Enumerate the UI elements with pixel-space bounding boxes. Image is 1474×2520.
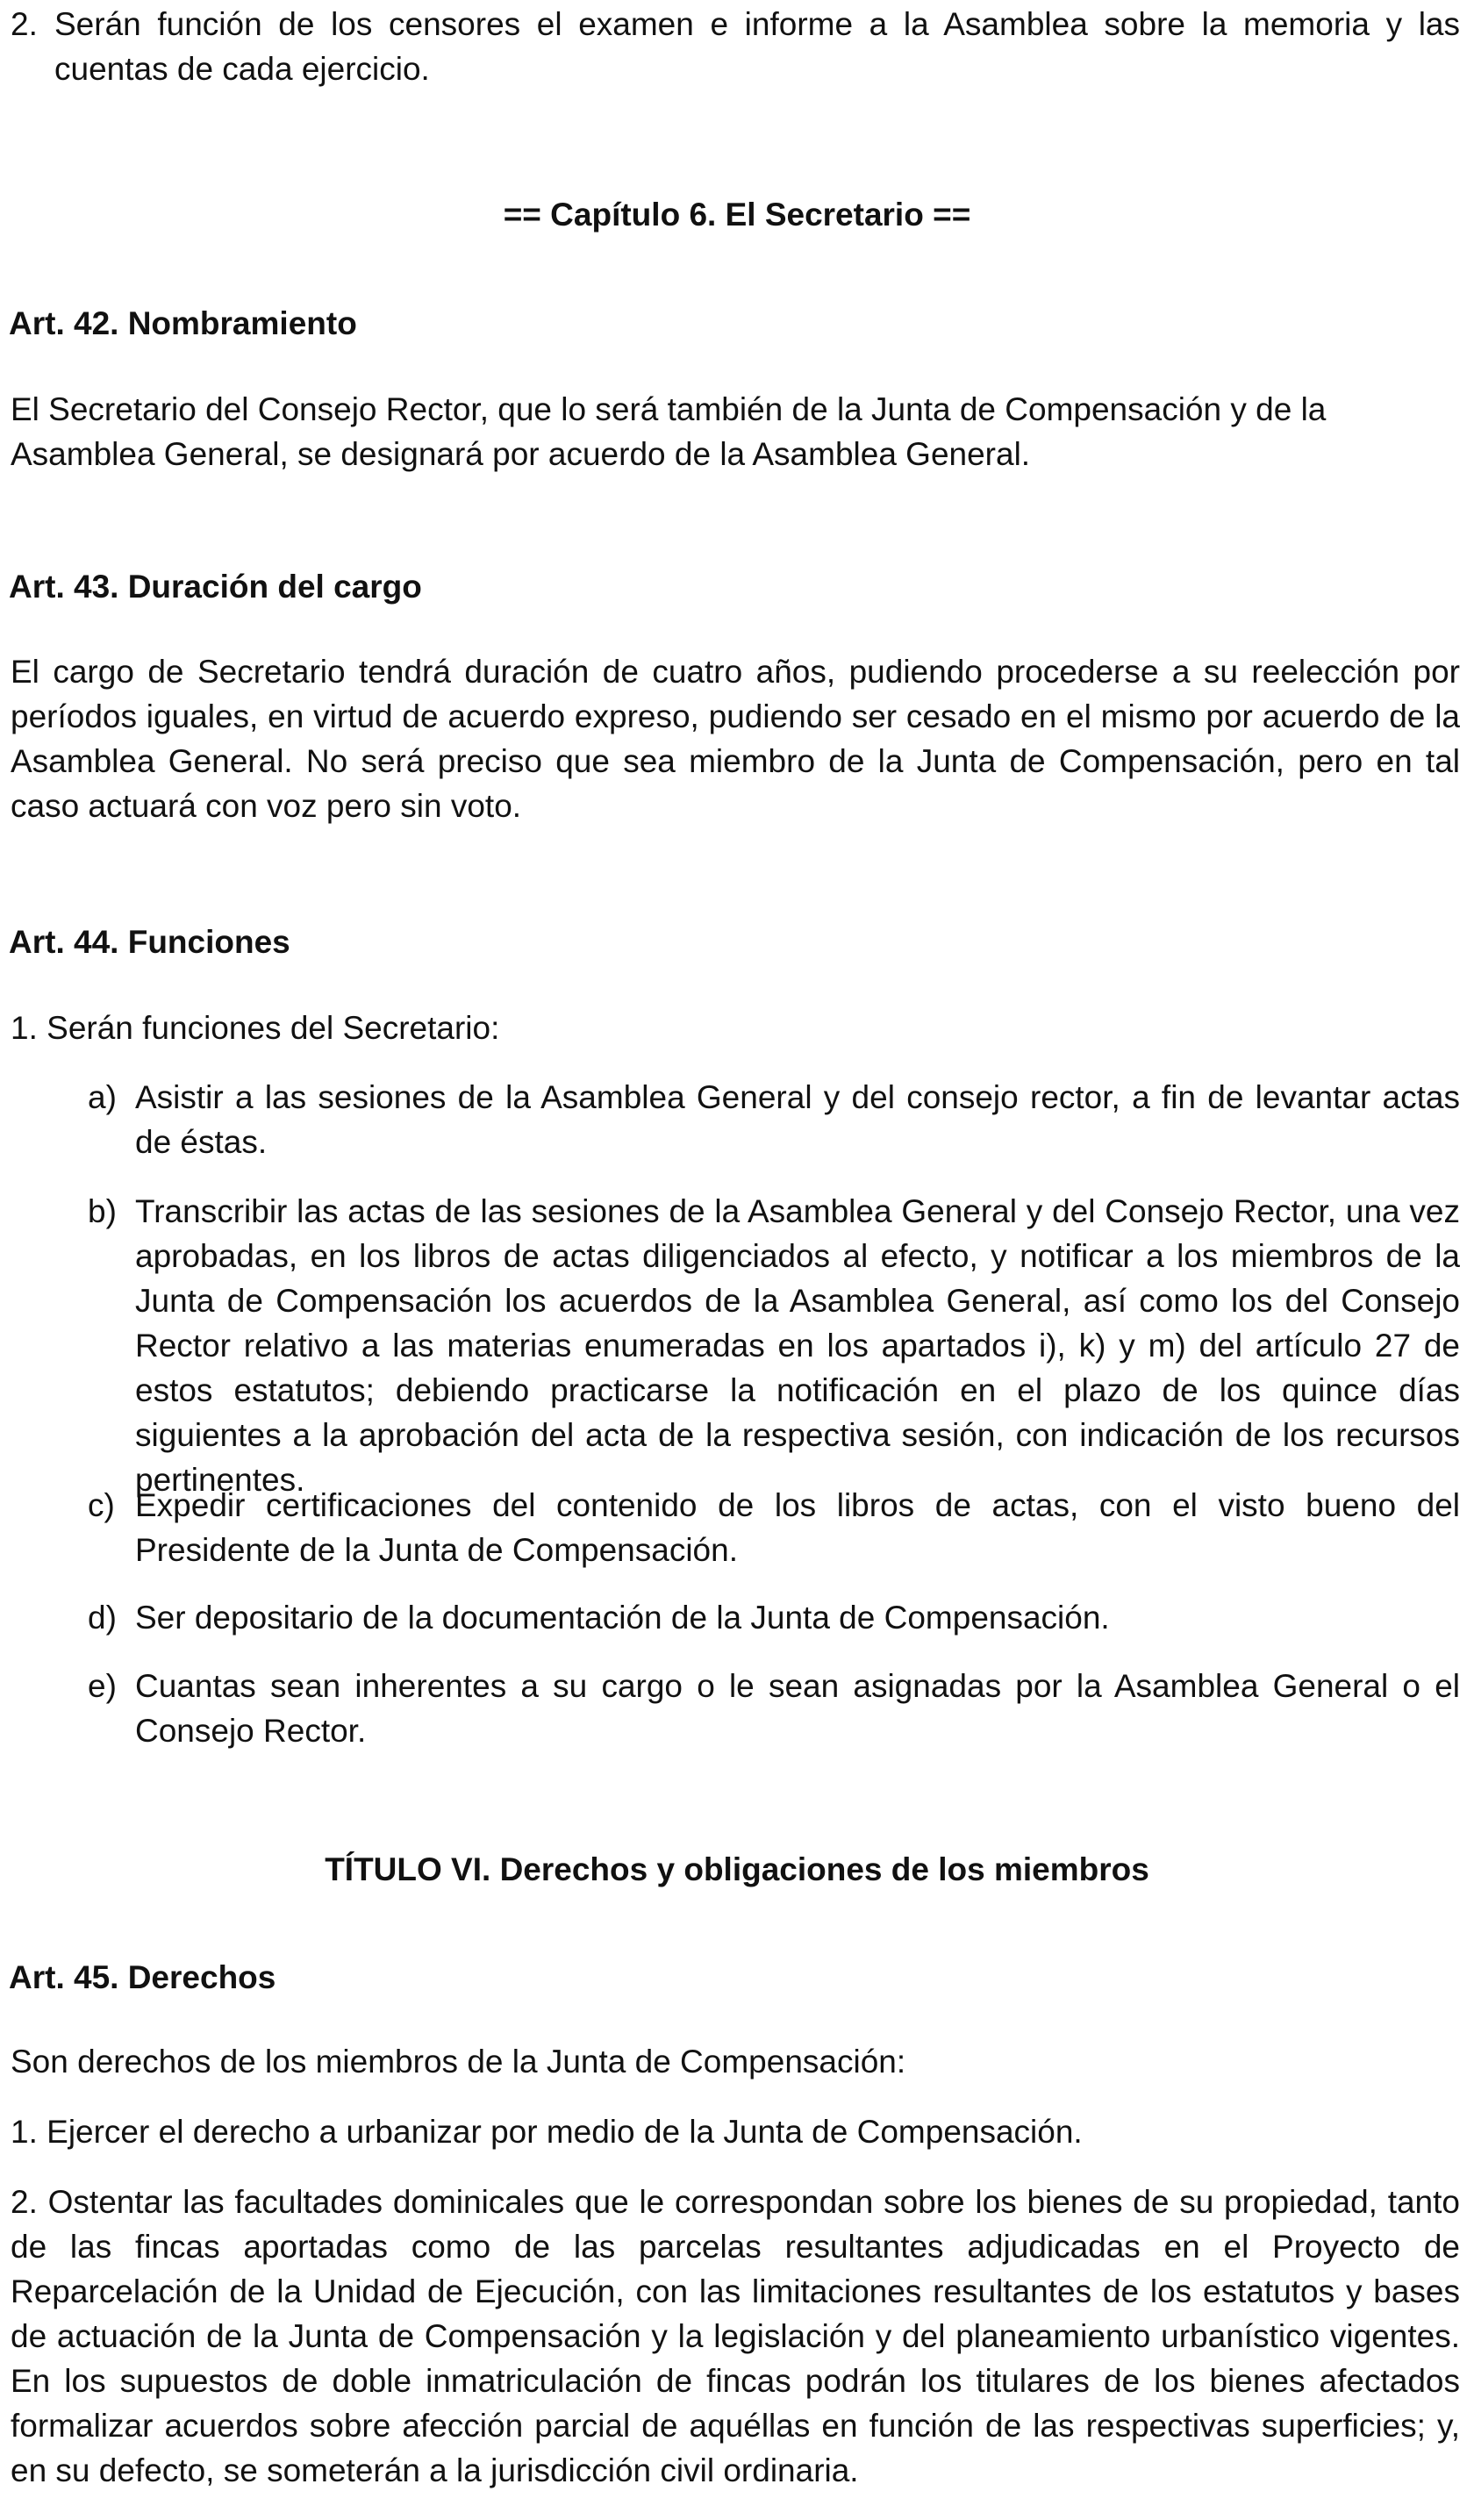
list-item-c xyxy=(88,1483,1460,1572)
list-item-text: Asistir a las sesiones de la Asamblea General y del consejo rector, a fin de levantar actas de éstas. xyxy=(135,1079,1460,1160)
article-45-paragraph-1: 1. Ejercer el derecho a urbanizar por medio de la Junta de Compensación. xyxy=(11,2114,1083,2150)
list-item-text: Cuantas sean inherentes a su cargo o le sean asignadas por la Asamblea General o el Consejo Rector. xyxy=(135,1668,1460,1749)
list-item-e xyxy=(88,1664,1460,1753)
list-item-text: Ser depositario de la documentación de la Junta de Compensación. xyxy=(135,1600,1110,1636)
article-45-intro: Son derechos de los miembros de la Junta de Compensación: xyxy=(11,2044,906,2080)
list-marker: d) xyxy=(88,1600,117,1636)
list-item-text: Expedir certificaciones del contenido de los libros de actas, con el visto bueno del Presidente de la Junta de Compensación. xyxy=(135,1487,1460,1568)
list-item-text: Serán función de los censores el examen e informe a la Asamblea sobre la memoria y las cuentas de cada ejercicio. xyxy=(54,6,1460,87)
article-43-text: El cargo de Secretario tendrá duración de cuatro años, pudiendo procederse a su reelección por períodos iguales, en virtud de acuerdo expreso, pudiendo ser cesado en el mismo por acuerdo de la Asamblea General. No será preciso que sea miembro de la Junta de Compensación, pero en tal caso actuará con voz pero sin voto. xyxy=(11,654,1460,824)
article-43-title: Art. 43. Duración del cargo xyxy=(9,569,422,605)
article-42-title: Art. 42. Nombramiento xyxy=(9,305,357,341)
article-44-title: Art. 44. Funciones xyxy=(9,924,290,960)
list-item-a xyxy=(88,1075,1460,1164)
article-42-text: El Secretario del Consejo Rector, que lo será también de la Junta de Compensación y de la Asamblea General, se designará por acuerdo de la Asamblea General. xyxy=(11,391,1327,472)
article-45-title: Art. 45. Derechos xyxy=(9,1959,276,1995)
list-marker: a) xyxy=(88,1079,117,1115)
article-44-intro: 1. Serán funciones del Secretario: xyxy=(11,1010,500,1046)
list-marker: c) xyxy=(88,1487,115,1523)
list-marker: b) xyxy=(88,1193,117,1229)
chapter-heading: == Capítulo 6. El Secretario == xyxy=(503,197,971,233)
title-heading: TÍTULO VI. Derechos y obligaciones de los miembros xyxy=(325,1851,1149,1887)
list-marker: e) xyxy=(88,1668,117,1704)
list-item-d xyxy=(88,1595,1460,1640)
list-item-b xyxy=(88,1189,1460,1502)
list-item-text: Transcribir las actas de las sesiones de la Asamblea General y del Consejo Rector, una vez aprobadas, en los libros de actas diligenciados al efecto, y notificar a los miembros de la Junta de Compensación los acuerdos de la Asamblea General, así como los del Consejo Rector relativo a las materias enumeradas en los apartados i), k) y m) del artículo 27 de estos estatutos; debiendo practicarse la notificación en el plazo de los quince días siguientes a la aprobación del acta de la respectiva sesión, con indicación de los recursos pertinentes. xyxy=(135,1193,1460,1498)
article-45-paragraph-2: 2. Ostentar las facultades dominicales que le correspondan sobre los bienes de su propiedad, tanto de las fincas aportadas como de las parcelas resultantes adjudicadas en el Proyecto de Reparcelación de la Unidad de Ejecución, con las limitaciones resultantes de los estatutos y bases de actuación de la Junta de Compensación y la legislación y del planeamiento urbanístico vigentes. En los supuestos de doble inmatriculación de fincas podrán los titulares de los bienes afectados formalizar acuerdos sobre afección parcial de aquéllas en función de las respectivas superficies; y, en su defecto, se someterán a la jurisdicción civil ordinaria. xyxy=(11,2184,1460,2488)
list-marker: 2. xyxy=(11,6,38,42)
censores-item-2 xyxy=(11,2,1460,91)
